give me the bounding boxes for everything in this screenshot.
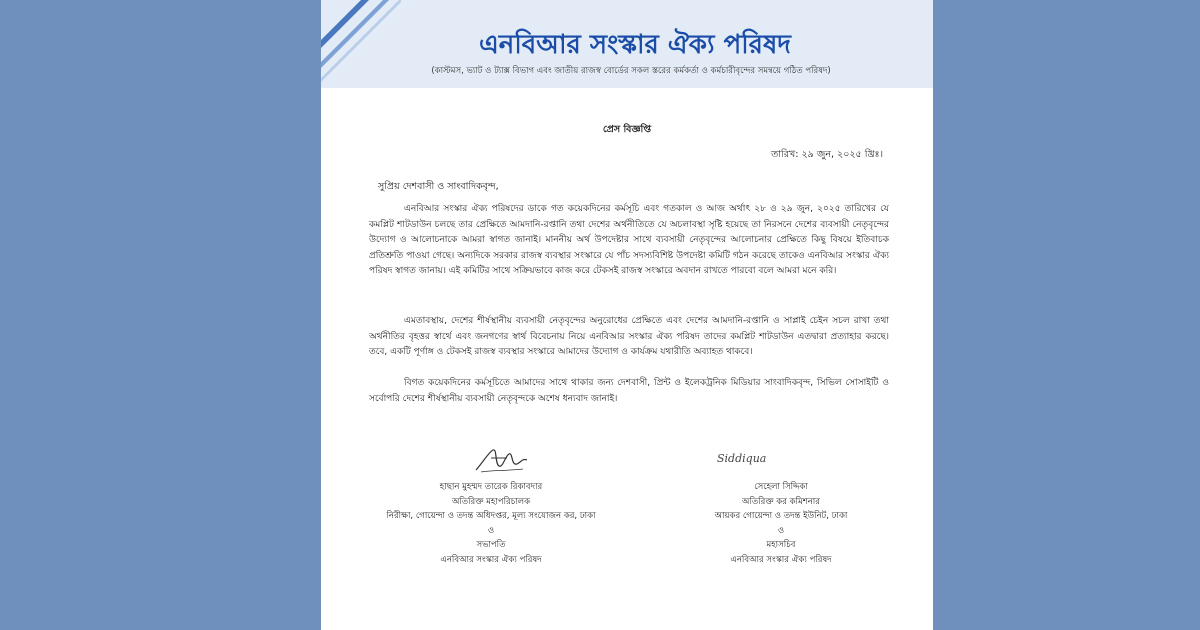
right-signatory-name: সেহেলা সিদ্দিকা [754,482,808,492]
left-signatory-office: নিরীক্ষা, গোয়েন্দা ও তদন্ত অধিদপ্তর, মূল্য সংযোজন কর, ঢাকা [386,511,596,521]
paragraph-2: এমতাবস্থায়, দেশের শীর্ষস্থানীয় ব্যবসায়ী নেতৃবৃন্দের অনুরোধের প্রেক্ষিতে এবং দেশের আমদানি-রপ্তানি ও সাপ্লাই চেইন সচল রাখা তথা অর্থনীতির বৃহত্তর স্বার্থে এবং জনগণের স্বার্থ বিবেচনায় নিয়ে এনবিআর সংস্কার ঐক্য পরিষদ তাদের কমপ্লিট শাটডাউন এতদ্বারা প্রত্যাহার করছে। তবে, একটি পূর্ণাঙ্গ ও টেকসই রাজস্ব ব্যবস্থার সংস্কারে আমাদের উদ্যোগ ও কার্যক্রম যথারীতি অব্যাহত থাকবে। [369,316,889,357]
left-signatory-block [361,480,621,567]
left-signatory-conjunction: ও [487,525,495,536]
left-signatory-designation: অতিরিক্ত মহাপরিচালক [451,496,531,507]
right-signatory-designation: অতিরিক্ত কর কমিশনার [742,496,820,507]
letter-greeting: সুপ্রিয় দেশবাসী ও সাংবাদিকবৃন্দ, [378,181,499,192]
left-signatory-organization: এনবিআর সংস্কার ঐক্য পরিষদ [440,554,542,565]
left-signature [471,444,531,476]
organization-subtitle: (কাস্টমস, ভ্যাট ও ট্যাক্স বিভাগ এবং জাতীয় রাজস্ব বোর্ডের সকল স্তরের কর্মকর্তা ও কর্মচারীবৃন্দের সমন্বয়ে গঠিত পরিষদ) [431,66,831,76]
right-signatory-block [651,480,911,567]
letter-date: তারিখ: ২৯ জুন, ২০২৫ খ্রিঃ। [771,149,883,160]
right-signatory-role: মহাসচিব [766,540,796,550]
left-signatory-name: হাছান মুহম্মদ তারেক রিকাবদার [439,482,543,492]
left-signatory-role: সভাপতি [476,540,506,550]
right-signature: Siddiqua [717,452,767,465]
right-signatory-conjunction: ও [777,525,785,536]
press-release-heading: প্রেস বিজ্ঞপ্তি [602,124,652,135]
right-signatory-office: আয়কর গোয়েন্দা ও তদন্ত ইউনিট, ঢাকা [714,511,848,521]
organization-title: এনবিআর সংস্কার ঐক্য পরিষদ [479,30,791,60]
press-release-page [321,0,933,630]
paragraph-3: বিগত কয়েকদিনের কর্মসূচিতে আমাদের সাথে থাকার জন্য দেশবাসী, প্রিন্ট ও ইলেকট্রনিক মিডিয়ার সাংবাদিকবৃন্দ, সিভিল সোসাইটি ও সর্বোপরি দেশের শীর্ষস্থানীয় ব্যবসায়ী নেতৃবৃন্দকে অশেষ ধন্যবাদ জানাই। [369,378,889,404]
right-signatory-organization: এনবিআর সংস্কার ঐক্য পরিষদ [730,554,832,565]
letterhead [321,0,933,88]
paragraph-1: এনবিআর সংস্কার ঐক্য পরিষদের ডাকে গত কয়েকদিনের কর্মসূচি এবং গতকাল ও আজ অর্থাৎ ২৮ ও ২৯ জুন, ২০২৫ তারিখের যে কমপ্লিট শাটডাউন চলছে তার প্রেক্ষিতে আমদানি-রপ্তানি তথা দেশের অর্থনীতিতে যে অচলাবস্থা সৃষ্টি হয়েছে তা নিরসনে দেশের ব্যবসায়ী নেতৃবৃন্দের উদ্যোগ ও আলোচনাকে আমরা স্বাগত জানাই। মাননীয় অর্থ উপদেষ্টার সাথে ব্যবসায়ী নেতৃবৃন্দের আলোচনার প্রেক্ষিতে কিছু বিষয়ে ইতিবাচক প্রতিশ্রুতি পাওয়া গেছে। অন্যদিকে সরকার রাজস্ব ব্যবস্থার সংস্কারে যে পাঁচ সদস্যবিশিষ্ট উপদেষ্টা কমিটি গঠন করেছে তাকেও এনবিআর সংস্কার ঐক্য পরিষদ স্বাগত জানায়। এই কমিটির সাথে সক্রিয়ভাবে কাজ করে টেকসই রাজস্ব সংস্কারে অবদান রাখতে পারবো বলে আমরা মনে করি। [369,204,889,276]
